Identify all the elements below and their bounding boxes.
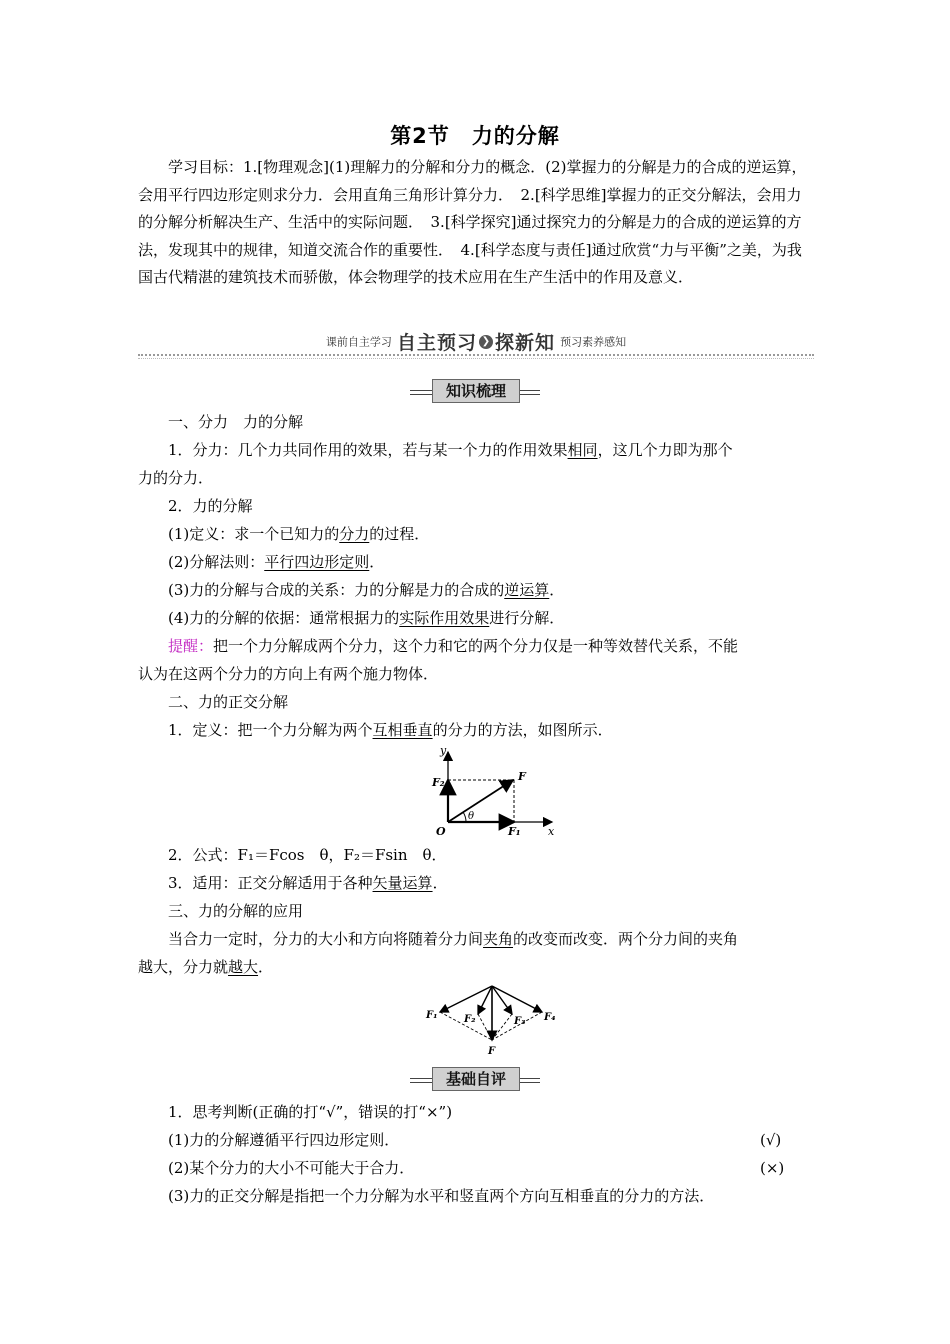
s1-item1: 1．分力：几个力共同作用的效果，若与某一个力的作用效果相同，这几个力即为那个	[168, 441, 733, 459]
blank-answer: 越大	[228, 958, 259, 976]
fig2-f2-label: F₂	[464, 1014, 476, 1025]
blank-answer: 逆运算	[504, 581, 550, 599]
s1-def1: (1)定义：求一个已知力的分力的过程．	[168, 525, 430, 543]
knowledge-label: 知识梳理	[410, 379, 540, 403]
fig1-y-label: y	[440, 744, 447, 757]
selftest-label: 基础自评	[410, 1067, 540, 1091]
test-item-a: (1)力的分解遵循平行四边形定则．	[168, 1131, 400, 1149]
fig1-f1-label: F₁	[508, 825, 521, 838]
fig2-f-label: F	[488, 1046, 496, 1057]
fig2-f4-label: F₄	[544, 1012, 556, 1023]
fig2-f3-label: F₃	[514, 1016, 526, 1027]
force-f1-arrow	[440, 986, 492, 1012]
remind-label: 提醒：	[168, 637, 214, 655]
test-mark-b: (×)	[760, 1159, 785, 1177]
test-q1: 1．思考判断(正确的打“√”，错误的打“×”)	[168, 1103, 453, 1121]
section-name: 力的分解	[471, 124, 560, 148]
test-item-c: (3)力的正交分解是指把一个力分解为水平和竖直两个方向互相垂直的分力的方法．	[168, 1187, 715, 1205]
fig1-origin-label: O	[436, 825, 446, 838]
banner-arrow-icon: ❯	[479, 335, 493, 349]
blank-answer: 矢量运算	[372, 874, 433, 892]
s1-def3: (3)力的分解与合成的关系：力的分解是力的合成的逆运算．	[168, 581, 565, 599]
blank-answer: 相同	[567, 441, 598, 459]
blank-answer: 实际作用效果	[399, 609, 490, 627]
banner-left-text: 课前自主学习	[325, 335, 392, 349]
s3-para-cont: 越大，分力就越大．	[138, 958, 274, 976]
banner-main-1: 自主预习	[396, 332, 477, 354]
fig1-theta-label: θ	[468, 811, 475, 822]
fig1-f-label: F	[518, 770, 526, 783]
force-f4-arrow	[492, 986, 542, 1012]
s2-def: 1．定义：把一个力分解为两个互相垂直的分力的方法，如图所示．	[168, 721, 613, 739]
s2-heading: 二、力的正交分解	[168, 693, 289, 711]
banner-dotted-rule-lower	[138, 358, 814, 359]
learning-objectives: 学习目标：1.[物理观念](1)理解力的分解和分力的概念．(2)掌握力的分解是力的合成的逆运算，会用平行四边形定则求分力．会用直角三角形计算分力． 2.[科学思维]掌握力的正交分解法，会用力的分解分析解决生产、生活中的实际问题． 3.[科学探究]通过探究力的分解是力的合成的逆运算的方法，发现其中的规律，知道交流合作的重要性． 4.[科学态度与责任]通过欣赏“力与平衡”之美，为我国古代精湛的建筑技术而骄傲，体会物理学的技术应用在生产生活中的作用及意义．	[138, 158, 807, 287]
s1-def4: (4)力的分解的依据：通常根据力的实际作用效果进行分解．	[168, 609, 565, 627]
s1-item2: 2．力的分解	[168, 497, 253, 515]
fig1-x-label: x	[548, 825, 555, 838]
s2-apply: 3．适用：正交分解适用于各种矢量运算．	[168, 874, 448, 892]
s1-def2: (2)分解法则：平行四边形定则．	[168, 553, 385, 571]
s2-formula: 2．公式：F₁＝Fcos θ，F₂＝Fsin θ．	[168, 846, 447, 864]
remind-line-cont: 认为在这两个分力的方向上有两个施力物体．	[138, 665, 439, 683]
blank-answer: 平行四边形定则	[264, 553, 370, 571]
s1-heading: 一、分力 力的分解	[168, 413, 304, 431]
banner-main-2: 探新知	[495, 332, 556, 354]
s1-item1-cont: 力的分力．	[138, 469, 214, 487]
blank-answer: 夹角	[483, 930, 514, 948]
page-title	[0, 120, 950, 150]
force-f3-arrow	[492, 986, 512, 1014]
fig1-f2-label: F₂	[432, 776, 445, 789]
force-decomposition-angle-figure	[422, 982, 562, 1058]
blank-answer: 互相垂直	[372, 721, 433, 739]
orthogonal-decomposition-figure	[420, 742, 570, 840]
blank-answer: 分力	[339, 525, 370, 543]
test-mark-a: (√)	[760, 1131, 782, 1149]
s3-heading: 三、力的分解的应用	[168, 902, 304, 920]
test-item-b: (2)某个分力的大小不可能大于合力．	[168, 1159, 415, 1177]
banner-right-text: 预习素养感知	[560, 335, 627, 349]
s3-para: 当合力一定时，分力的大小和方向将随着分力间夹角的改变而改变．两个分力间的夹角	[168, 930, 739, 948]
remind-line: 提醒：把一个力分解成两个分力，这个力和它的两个分力仅是一种等效替代关系，不能	[168, 637, 739, 655]
fig2-f1-label: F₁	[426, 1010, 438, 1021]
preview-banner	[138, 328, 814, 360]
force-f-arrow	[448, 780, 513, 822]
section-number: 第2节	[390, 124, 450, 148]
